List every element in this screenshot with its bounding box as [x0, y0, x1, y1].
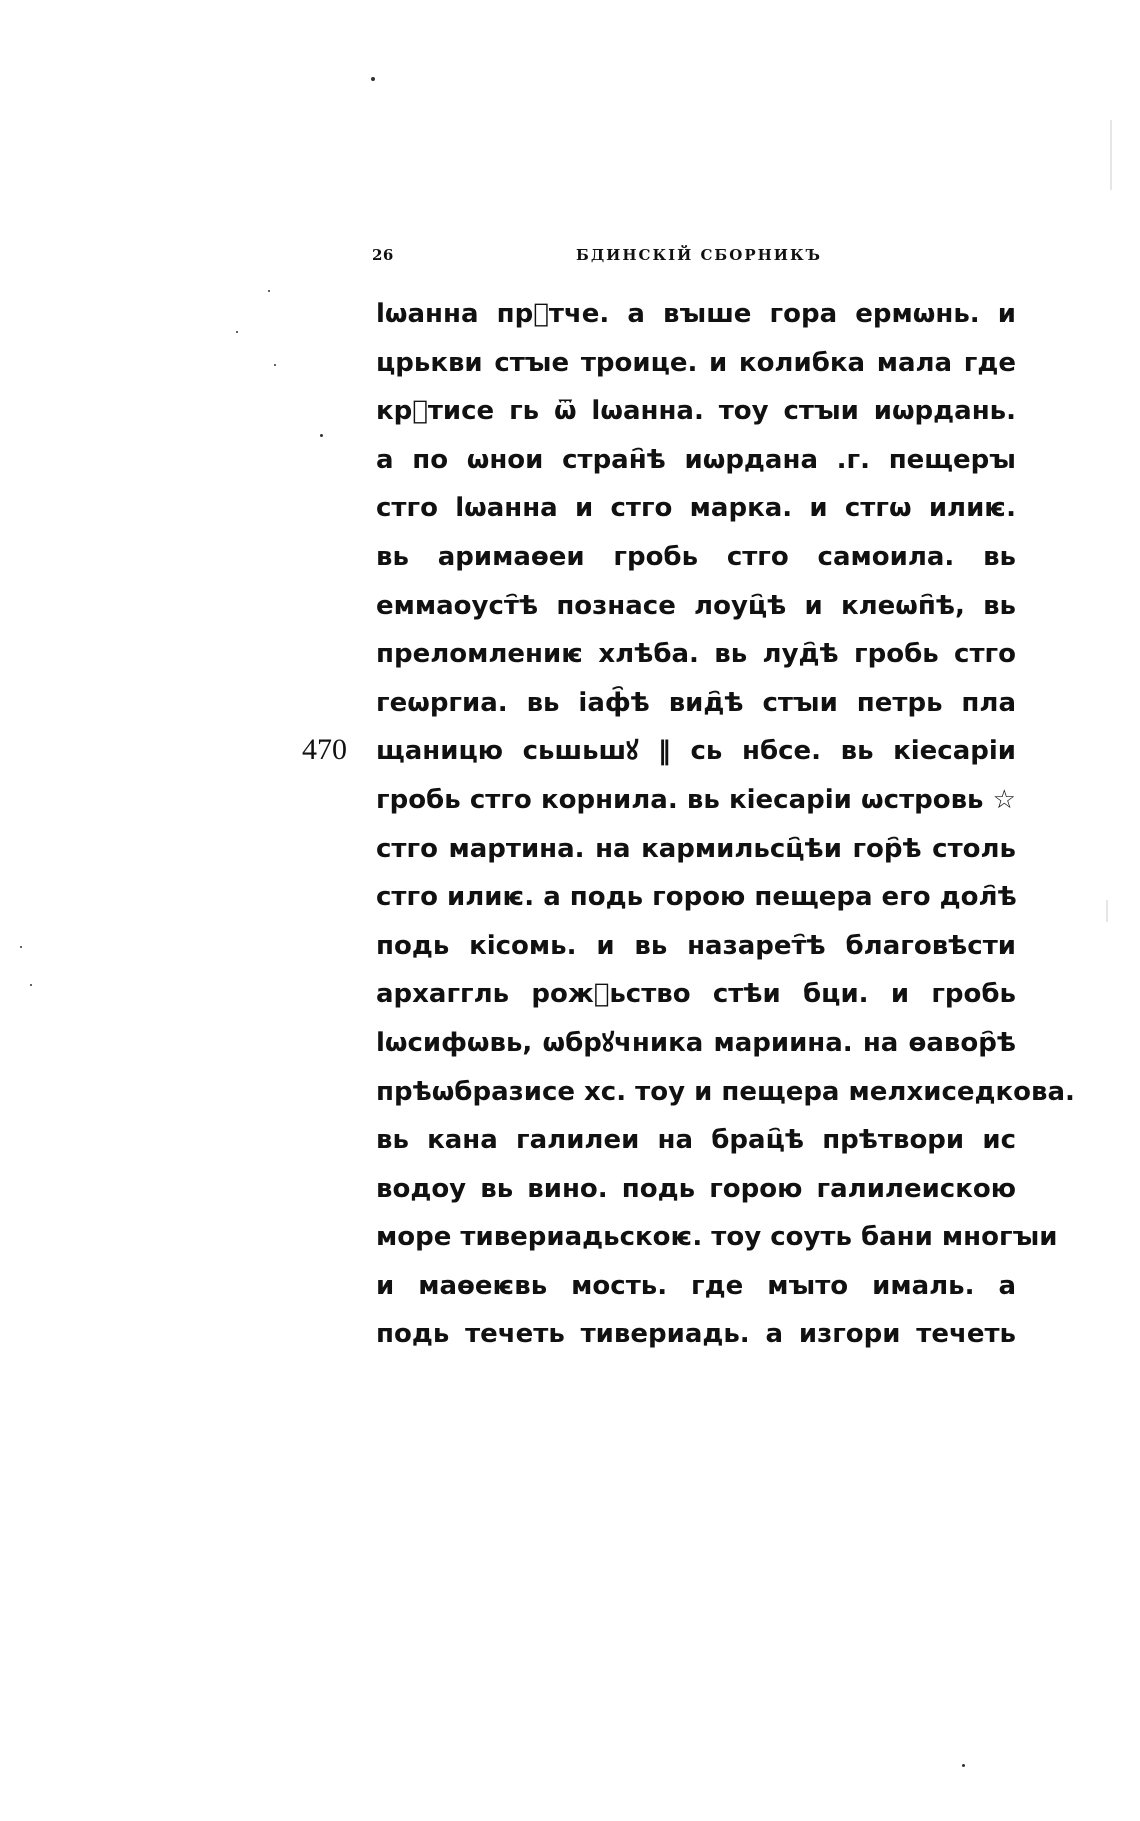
page-number: 26	[372, 246, 394, 264]
text-line: ӏѡсифѡвь, ѡбрꙋчника мариина. на ѳавор҄ѣ	[376, 1027, 1016, 1058]
text-line: црькви стꙑе троице. и колибка мала где	[376, 347, 1016, 378]
text-line: преломлениѥ хлѣба. вь луд҄ѣ гробь стго	[376, 639, 1016, 670]
text-line: щаницю сьшьшꙋ ‖ сь нбсе. вь кіесаріи	[376, 736, 1016, 767]
text-line: водоу вь вино. подь горою галилеискою	[376, 1173, 1016, 1204]
scan-speck	[236, 331, 238, 333]
text-line: а по ѡнои стран҄ѣ иѡрдана .г. пещерꙑ	[376, 444, 1016, 475]
scan-speck	[20, 946, 22, 948]
main-text-block	[376, 290, 1075, 1359]
text-line: подь кісомь. и вь назарет҄ѣ благовѣсти	[376, 930, 1016, 961]
text-line: геѡргиа. вь іаф҄ѣ вид҄ѣ стꙑи петрь пла	[376, 687, 1016, 718]
text-line: крⷭтисе гь ѿ ӏѡанна. тоу стꙑи иѡрдань.	[376, 396, 1016, 427]
text-line: прѣѡбразисе хс. тоу и пещера мелхиседкова.	[376, 1076, 1075, 1107]
scan-speck	[371, 77, 375, 81]
scan-speck	[30, 984, 32, 986]
text-line: стго мартина. на кармильсц҄ѣи гор҄ѣ столь	[376, 833, 1016, 864]
scan-edge-mark	[1106, 900, 1108, 922]
scan-speck	[320, 434, 323, 437]
text-line: архаггль рожⷣьство стѣи бци. и гробь	[376, 979, 1016, 1010]
margin-line-number: 470	[302, 733, 347, 766]
running-title: БДИНСКІЙ СБОРНИКЪ	[576, 246, 822, 264]
text-line: гробь стго корнила. вь кіесаріи ѡстровь ☆	[376, 784, 1016, 815]
text-line: вь кана галилеи на брац҄ѣ прѣтвори ис	[376, 1125, 1016, 1156]
text-line: подь течеть тивериадь. а изгори течеть	[376, 1319, 1016, 1350]
text-line: и маѳеѥвь мость. где мꙑто ималь. а	[376, 1270, 1016, 1301]
text-line: море тивериадьскоѥ. тоу соуть бани многꙑи	[376, 1222, 1058, 1253]
text-line: стго илиѥ. а подь горою пещера его дол҄ѣ	[376, 882, 1017, 913]
text-line: ӏѡанна прⷣтче. а вꙑше гора ермѡнь. и	[376, 299, 1016, 329]
text-line: стго ӏѡанна и стго марка. и стгѡ илиѥ.	[376, 493, 1016, 524]
scan-speck	[268, 290, 270, 292]
page-header	[372, 246, 1010, 270]
text-line: еммаоуст҄ѣ познасе лоуц҄ѣ и клеѡп҄ѣ, вь	[376, 590, 1016, 621]
text-line: вь аримаѳеи гробь стго самоила. вь	[376, 541, 1016, 572]
scan-edge-mark	[1110, 120, 1112, 190]
scan-speck	[274, 364, 276, 366]
scan-speck	[962, 1764, 965, 1767]
